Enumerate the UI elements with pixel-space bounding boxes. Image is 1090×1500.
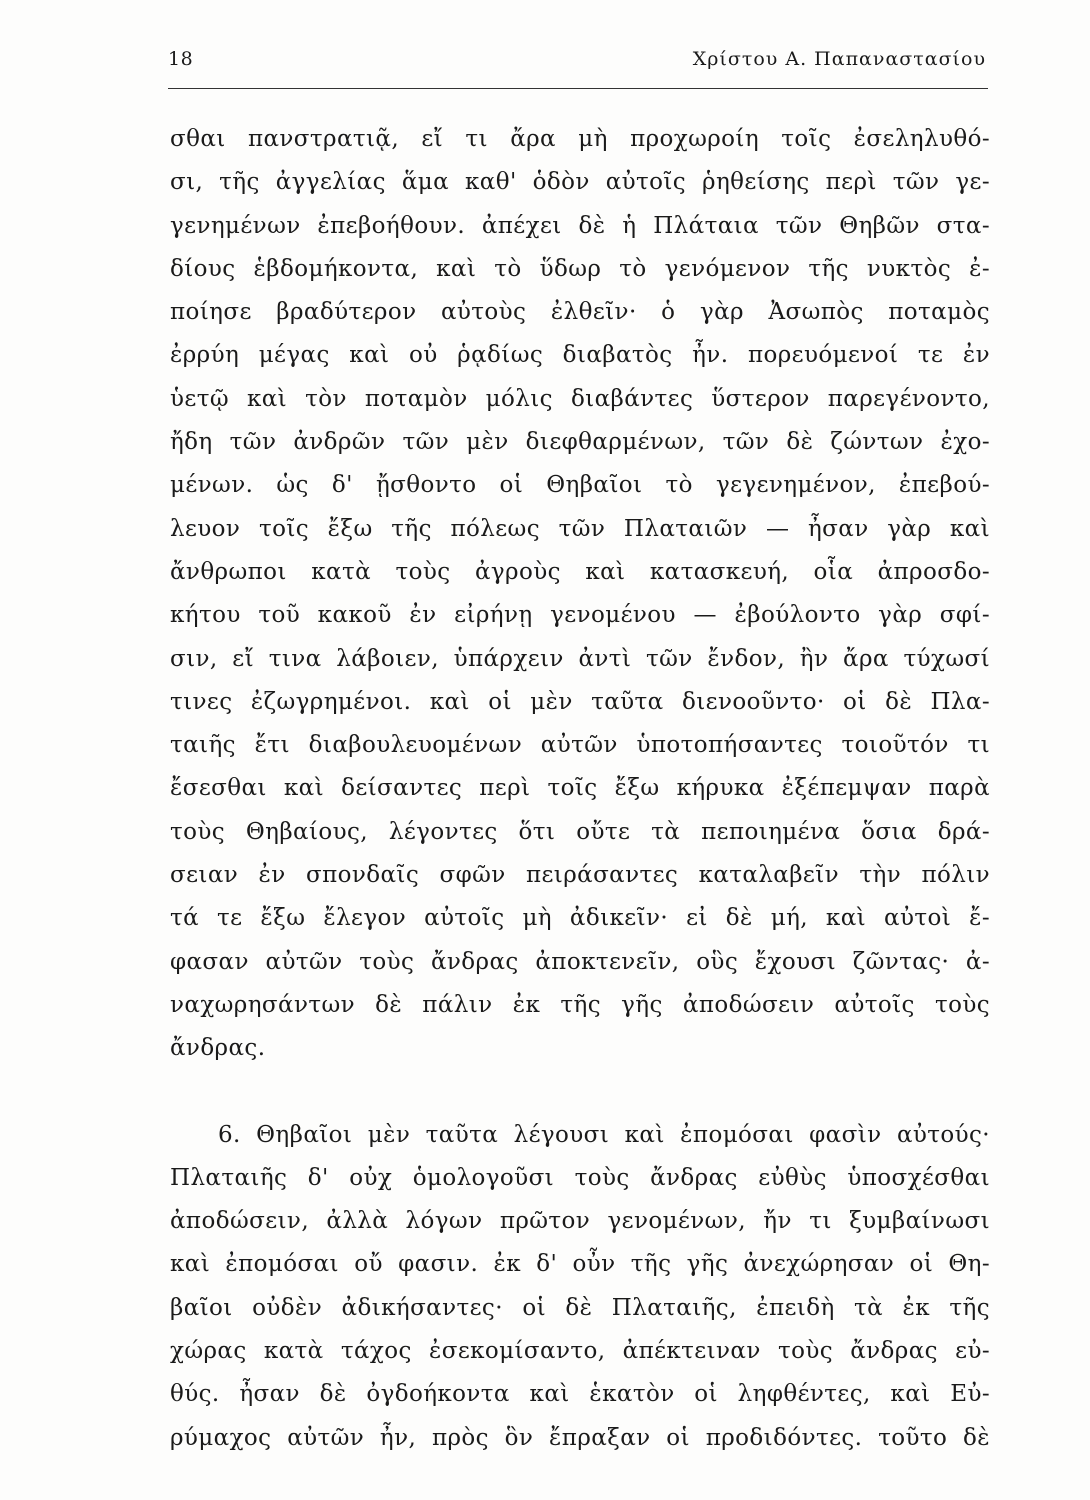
text-line: τά τε ἔξω ἔλεγον αὐτοῖς μὴ ἀδικεῖν· εἰ δὲ μή, καὶ αὐτοὶ ἔ- <box>170 905 990 932</box>
text-line: ταιῆς ἔτι διαβουλευομένων αὐτῶν ὑποτοπήσαντες τοιοῦτόν τι <box>170 732 990 759</box>
text-line: μένων. ὡς δ' ᾔσθοντο οἱ Θηβαῖοι τὸ γεγενημένον, ἐπεβού- <box>170 472 990 499</box>
text-line: θύς. ἦσαν δὲ ὀγδοήκοντα καὶ ἑκατὸν οἱ ληφθέντες, καὶ Εὐ- <box>170 1381 990 1408</box>
text-line: ποίησε βραδύτερον αὐτοὺς ἐλθεῖν· ὁ γὰρ Ἀσωπὸς ποταμὸς <box>170 299 990 326</box>
text-line: σι, τῆς ἀγγελίας ἅμα καθ' ὁδὸν αὐτοῖς ῥηθείσης περὶ τῶν γε- <box>170 169 990 196</box>
text-line: καὶ ἐπομόσαι οὔ φασιν. ἐκ δ' οὖν τῆς γῆς ἀνεχώρησαν οἱ Θη- <box>170 1251 990 1278</box>
text-line: ἔσεσθαι καὶ δείσαντες περὶ τοῖς ἔξω κήρυκα ἐξέπεμψαν παρὰ <box>170 775 990 802</box>
running-head: Χρίστου Α. Παπαναστασίου <box>692 48 986 70</box>
text-line: τινες ἐζωγρημένοι. καὶ οἱ μὲν ταῦτα διενοοῦντο· οἱ δὲ Πλα- <box>170 688 990 715</box>
text-line: χώρας κατὰ τάχος ἐσεκομίσαντο, ἀπέκτειναν τοὺς ἄνδρας εὐ- <box>170 1338 990 1365</box>
text-line: ἤδη τῶν ἀνδρῶν τῶν μὲν διεφθαρμένων, τῶν δὲ ζώντων ἐχο- <box>170 429 990 456</box>
page-header <box>168 48 986 78</box>
text-line: σειαν ἐν σπονδαῖς σφῶν πειράσαντες καταλαβεῖν τὴν πόλιν <box>170 862 990 889</box>
text-line: ρύμαχος αὐτῶν ἦν, πρὸς ὃν ἔπραξαν οἱ προδιδόντες. τοῦτο δὲ <box>170 1424 990 1451</box>
text-line: Πλαταιῆς δ' οὐχ ὁμολογοῦσι τοὺς ἄνδρας εὐθὺς ὑποσχέσθαι <box>170 1164 990 1191</box>
text-line: ἄνθρωποι κατὰ τοὺς ἀγροὺς καὶ κατασκευή, οἷα ἀπροσδο- <box>170 558 990 585</box>
text-line: σιν, εἴ τινα λάβοιεν, ὑπάρχειν ἀντὶ τῶν ἔνδον, ἢν ἄρα τύχωσί <box>170 645 990 672</box>
text-line: φασαν αὐτῶν τοὺς ἄνδρας ἀποκτενεῖν, οὓς ἔχουσι ζῶντας· ἀ- <box>170 948 990 975</box>
paragraph-gap <box>170 1071 990 1114</box>
text-line: ὑετῷ καὶ τὸν ποταμὸν μόλις διαβάντες ὕστερον παρεγένοντο, <box>170 385 990 412</box>
text-line: 6. Θηβαῖοι μὲν ταῦτα λέγουσι καὶ ἐπομόσαι φασὶν αὐτούς· <box>218 1121 990 1148</box>
text-line: λευον τοῖς ἔξω τῆς πόλεως τῶν Πλαταιῶν — ἦσαν γὰρ καὶ <box>170 515 990 542</box>
header-rule <box>168 88 988 89</box>
text-line: σθαι πανστρατιᾷ, εἴ τι ἄρα μὴ προχωροίη τοῖς ἐσεληλυθό- <box>170 126 990 152</box>
body-text <box>170 118 990 1460</box>
text-line: ἐρρύη μέγας καὶ οὐ ῥᾳδίως διαβατὸς ἦν. πορευόμενοί τε ἐν <box>170 342 990 369</box>
text-line: δίους ἑβδομήκοντα, καὶ τὸ ὕδωρ τὸ γενόμενον τῆς νυκτὸς ἐ- <box>170 255 990 282</box>
text-line: ἄνδρας. <box>170 1035 266 1062</box>
text-line: ναχωρησάντων δὲ πάλιν ἐκ τῆς γῆς ἀποδώσειν αὐτοῖς τοὺς <box>170 991 990 1018</box>
text-line: κήτου τοῦ κακοῦ ἐν εἰρήνῃ γενομένου — ἐβούλοντο γὰρ σφί- <box>170 602 990 629</box>
text-line: βαῖοι οὐδὲν ἀδικήσαντες· οἱ δὲ Πλαταιῆς, ἐπειδὴ τὰ ἐκ τῆς <box>170 1294 990 1321</box>
text-line: τοὺς Θηβαίους, λέγοντες ὅτι οὔτε τὰ πεποιημένα ὅσια δρά- <box>170 818 990 845</box>
page-number: 18 <box>168 48 194 70</box>
text-line: γενημένων ἐπεβοήθουν. ἀπέχει δὲ ἡ Πλάταια τῶν Θηβῶν στα- <box>170 212 990 239</box>
text-line: ἀποδώσειν, ἀλλὰ λόγων πρῶτον γενομένων, ἤν τι ξυμβαίνωσι <box>170 1208 990 1235</box>
